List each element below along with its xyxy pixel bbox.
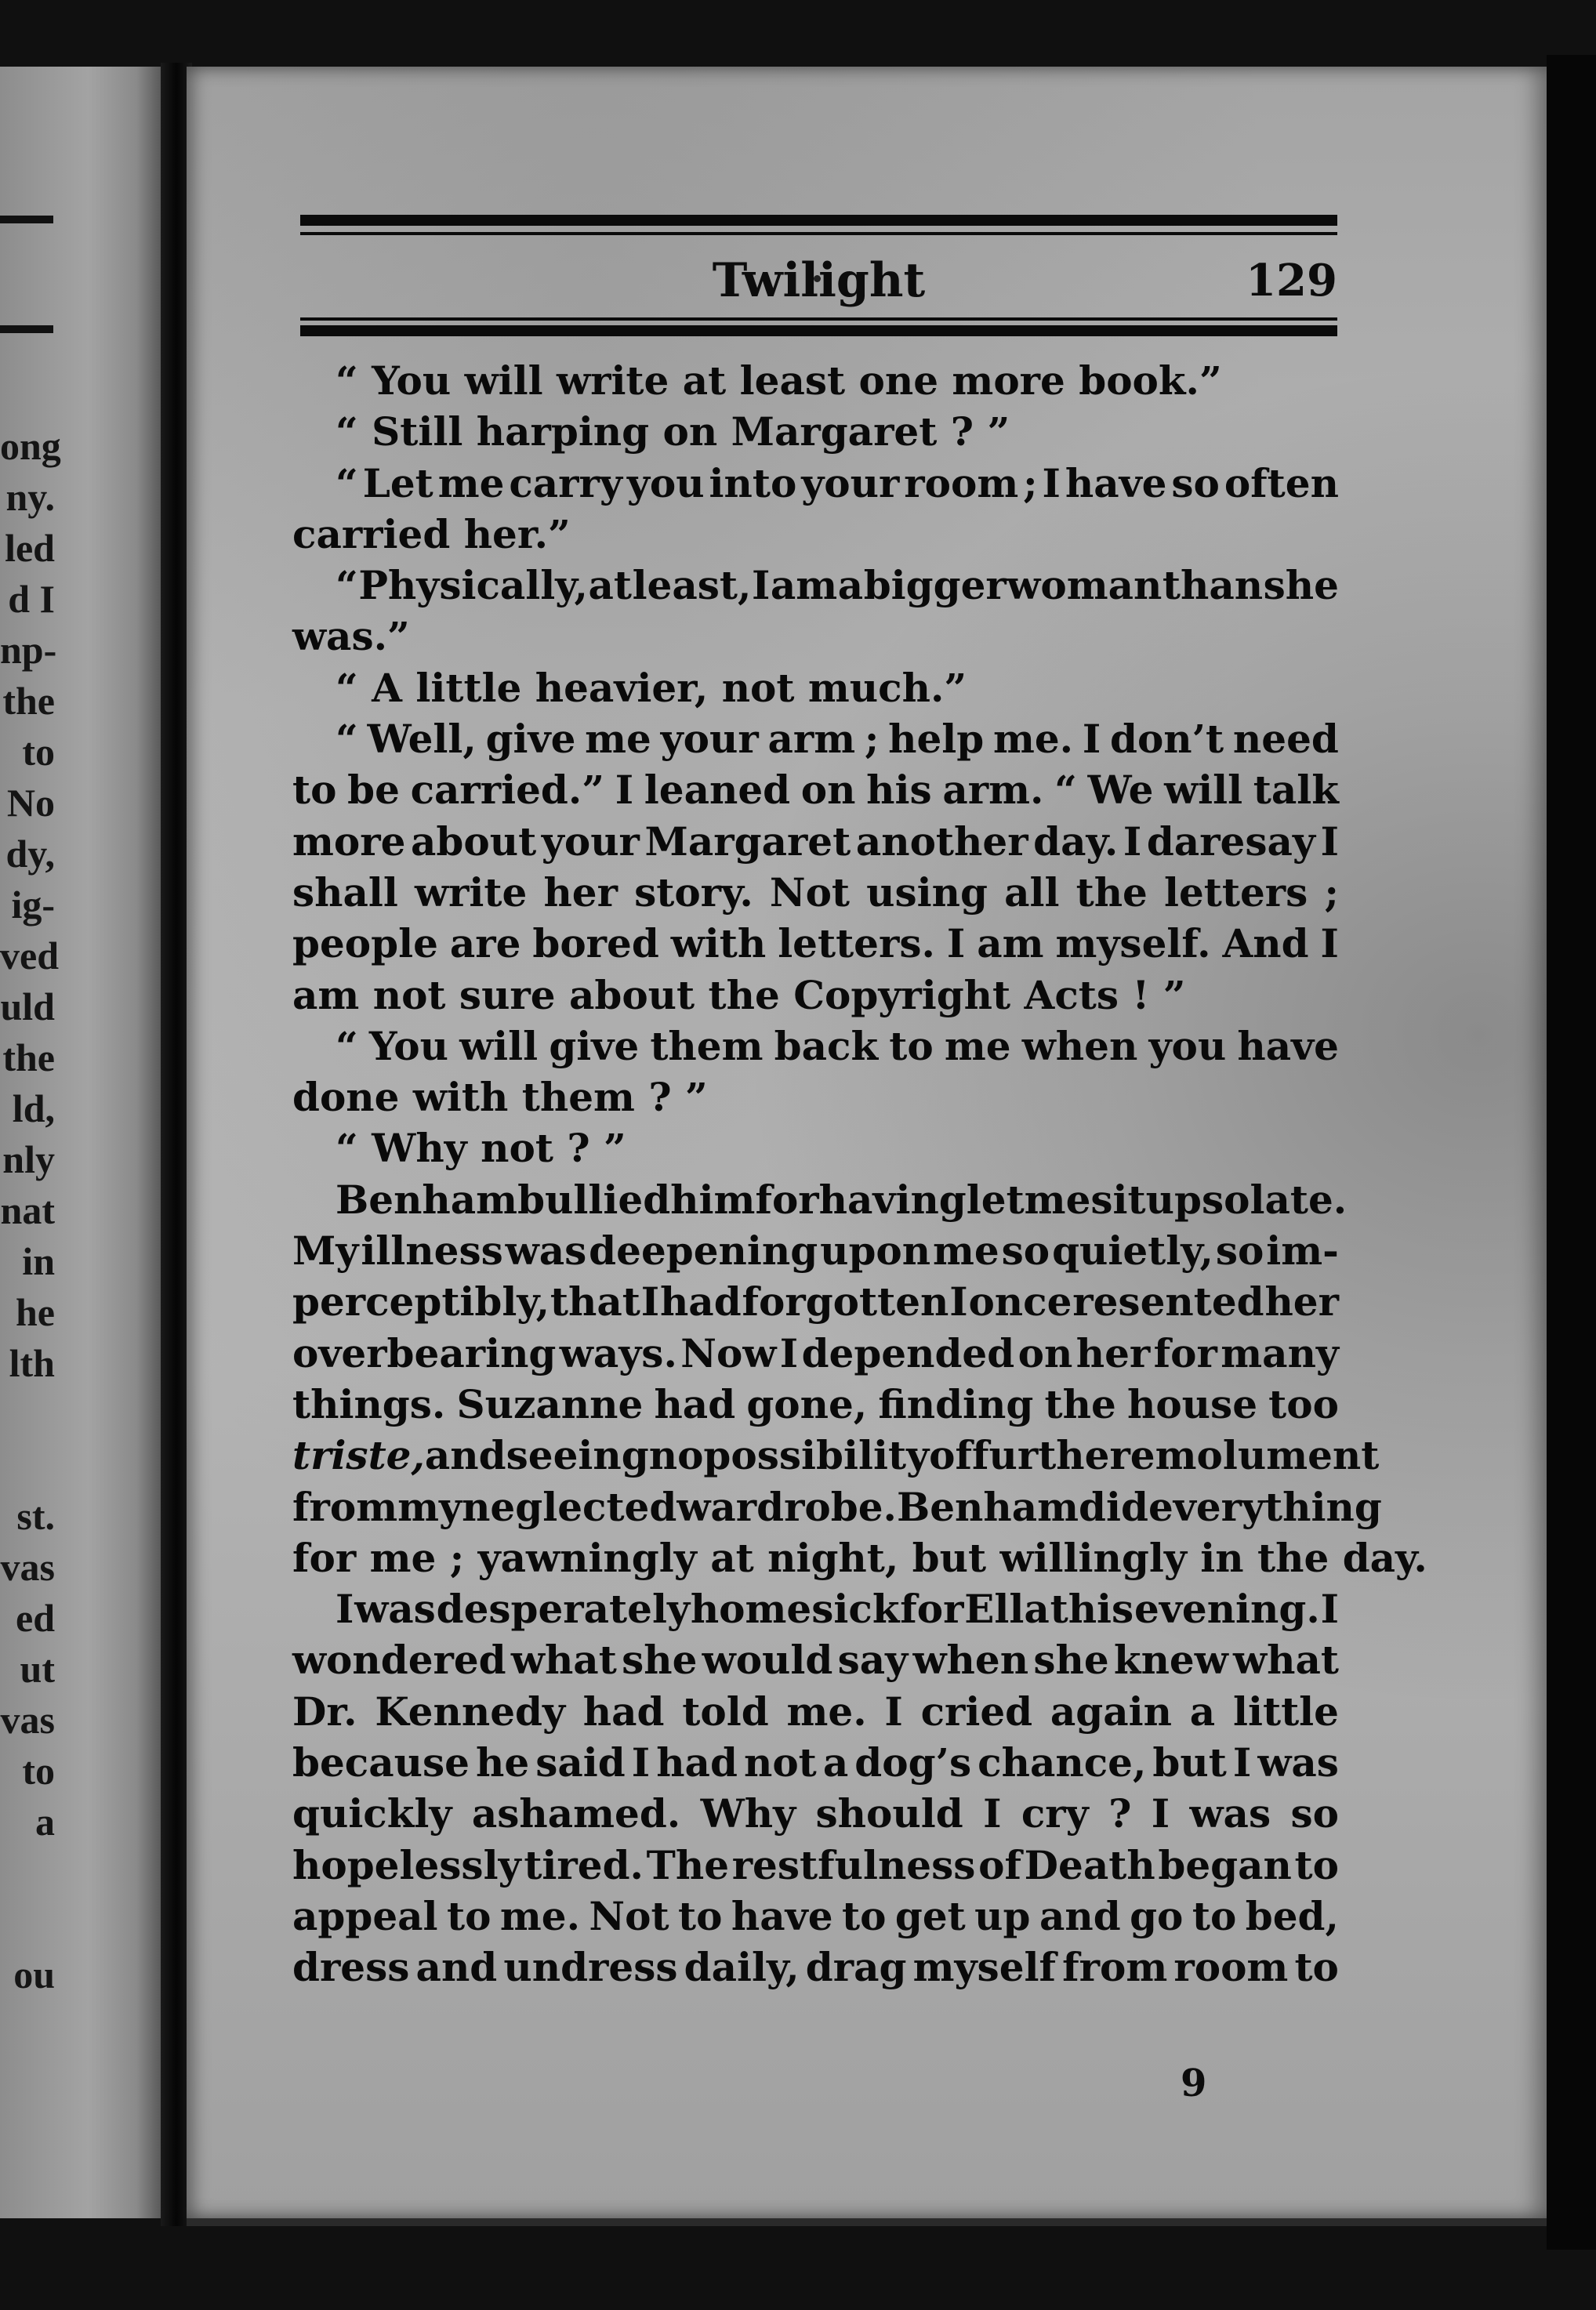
text-line: “ Let me carry you into your room ; I have so often: [336, 459, 1339, 506]
page-bottom-edge: [187, 2218, 1547, 2226]
previous-page-fragment: ed: [16, 1596, 55, 1640]
scan-border: [1547, 55, 1596, 2250]
previous-page-fragment: the: [2, 1035, 55, 1079]
text-line: am not sure about the Copyright Acts ! ”: [292, 971, 1186, 1018]
text-line: perceptibly, that I had forgotten I once resented her: [292, 1278, 1339, 1325]
previous-page-fragment: led: [5, 526, 55, 570]
previous-page-fragment: np-: [0, 628, 57, 672]
header-rule-top: [300, 215, 1337, 226]
previous-page-fragment: [0, 1389, 55, 1440]
text-line: for me ; yawningly at night, but willingly in the day.: [292, 1534, 1427, 1581]
header-rule-bottom: [300, 325, 1337, 336]
previous-page-fragment: he: [16, 1290, 55, 1334]
previous-page-fragment: [0, 1898, 55, 1949]
previous-page-fragment: No: [6, 781, 55, 825]
previous-page-edge: [0, 67, 161, 2218]
header-rule-bottom-thin: [300, 317, 1337, 321]
previous-page-fragment: ig-: [11, 883, 55, 927]
text-line: “ You will give them back to me when you have: [336, 1022, 1339, 1069]
previous-page-fragment: ld,: [12, 1086, 55, 1130]
header-rule-top-thin: [300, 232, 1337, 235]
text-line: Dr. Kennedy had told me. I cried again a little: [292, 1688, 1339, 1735]
text-line: more about your Margaret another day. I daresay I: [292, 818, 1339, 865]
text-line: quickly ashamed. Why should I cry ? I was so: [292, 1790, 1339, 1837]
previous-page-fragment: ny.: [5, 475, 55, 519]
text-line: carried her.”: [292, 510, 571, 557]
text-line: things. Suzanne had gone, finding the house too: [292, 1380, 1339, 1427]
previous-page-fragment: st.: [16, 1494, 55, 1538]
previous-page-fragment: to: [22, 1749, 55, 1793]
text-line: dress and undress daily, drag myself from room to: [292, 1944, 1339, 1991]
text-line: from my neglected wardrobe. Benham did everything: [292, 1483, 1382, 1530]
previous-page-fragment: d I: [8, 577, 55, 621]
body-text: [292, 355, 1427, 1993]
previous-page-fragment: the: [2, 679, 55, 723]
previous-page-fragment: lth: [9, 1341, 55, 1385]
text-line: was.”: [292, 613, 410, 660]
previous-page-rule: [0, 325, 53, 333]
text-line: “ Physically, at least, I am a bigger woman than she: [336, 562, 1339, 609]
text-line: Benham bullied him for having let me sit up so late.: [336, 1176, 1348, 1223]
text-line: My illness was deepening upon me so quietly, so im-: [292, 1228, 1339, 1275]
text-line: wondered what she would say when she knew what: [292, 1637, 1339, 1684]
text-line: triste, and seeing no possibility of further emolument: [292, 1432, 1380, 1479]
running-head-title: Twilight: [712, 253, 926, 308]
text-line: overbearing ways. Now I depended on her for many: [292, 1329, 1339, 1376]
running-head: [300, 245, 1337, 316]
text-line: “ Why not ? ”: [336, 1125, 626, 1172]
book-page: [187, 67, 1547, 2218]
previous-page-fragment: in: [22, 1239, 55, 1283]
text-line: appeal to me. Not to have to get up and go to bed,: [292, 1892, 1339, 1939]
text-line: “ Well, give me your arm ; help me. I don’t need: [336, 716, 1339, 763]
previous-page-line-fragments: [0, 421, 61, 2000]
previous-page-fragment: nly: [2, 1137, 55, 1181]
previous-page-fragment: to: [22, 730, 55, 774]
previous-page-fragment: [0, 1848, 55, 1898]
previous-page-fragment: dy,: [5, 832, 55, 876]
previous-page-fragment: ong: [0, 424, 61, 468]
text-line: shall write her story. Not using all the letters ;: [292, 869, 1339, 916]
text-line: to be carried.” I leaned on his arm. “ We will talk: [292, 767, 1339, 814]
previous-page-fragment: vas: [0, 1545, 55, 1589]
previous-page-fragment: ved: [0, 934, 59, 977]
text-line: “ A little heavier, not much.”: [336, 664, 967, 711]
page-number: 129: [1246, 255, 1337, 306]
previous-page-fragment: ou: [13, 1953, 55, 1996]
previous-page-fragment: uld: [0, 985, 55, 1028]
previous-page-fragment: a: [35, 1800, 55, 1844]
previous-page-fragment: [0, 1440, 55, 1491]
previous-page-fragment: vas: [0, 1698, 55, 1742]
previous-page-rule: [0, 216, 53, 223]
signature-mark: 9: [1181, 2062, 1207, 2105]
text-line: people are bored with letters. I am myself. And I: [292, 920, 1339, 967]
previous-page-fragment: ut: [20, 1647, 55, 1691]
text-line: because he said I had not a dog’s chance, but I was: [292, 1739, 1339, 1786]
text-line: I was desperately homesick for Ella this evening. I: [336, 1586, 1339, 1633]
text-line: done with them ? ”: [292, 1074, 708, 1121]
previous-page-fragment: nat: [0, 1188, 55, 1232]
text-line: “ You will write at least one more book.”: [336, 357, 1222, 404]
text-line: hopelessly tired. The restfulness of Death began to: [292, 1841, 1339, 1888]
text-line: “ Still harping on Margaret ? ”: [336, 408, 1010, 455]
